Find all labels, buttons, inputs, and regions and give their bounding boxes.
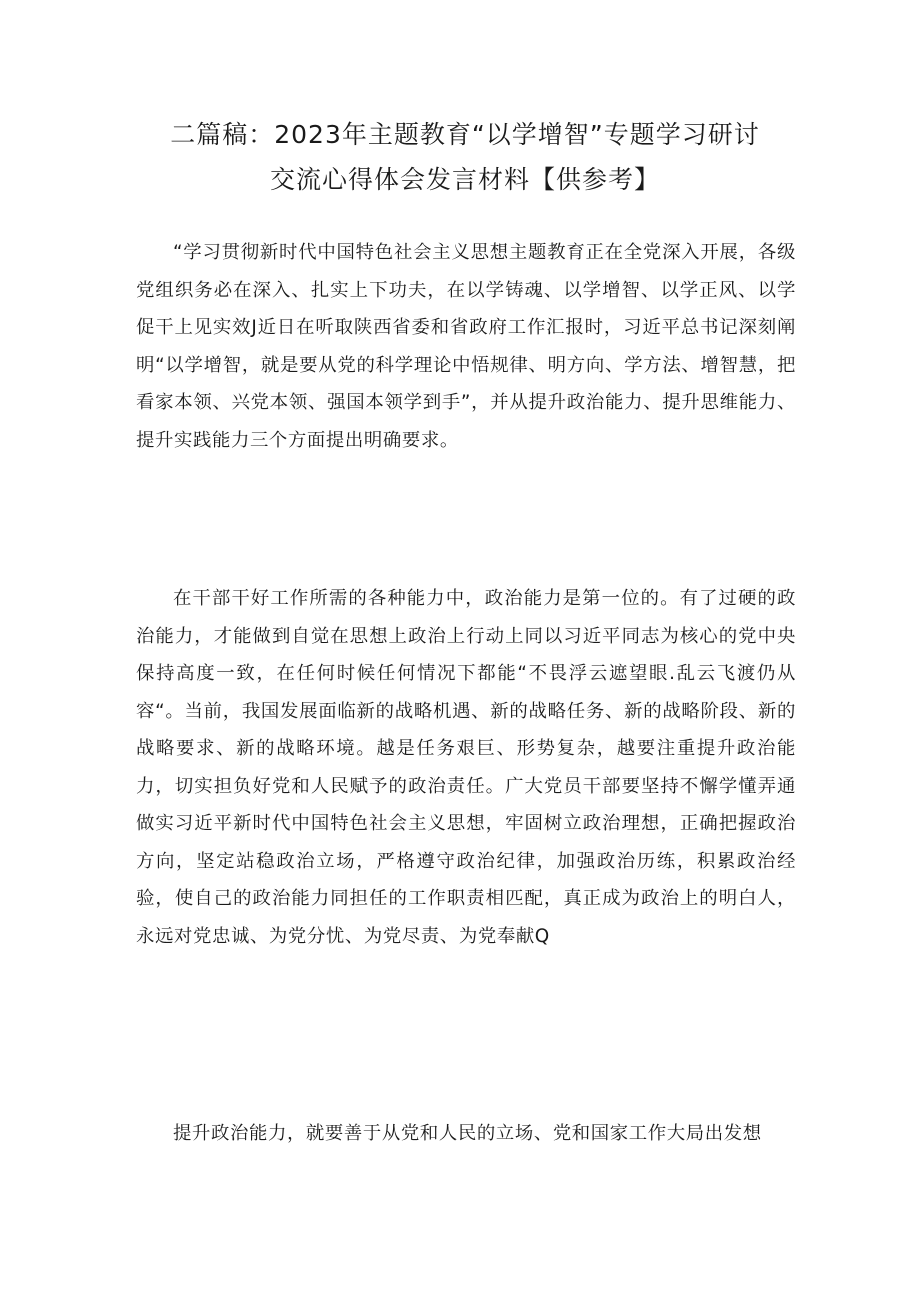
paragraph-2: 在干部干好工作所需的各种能力中，政治能力是第一位的。有了过硬的政治能力，才能做到自觉在思想上政治上行动上同以习近平同志为核心的党中央保持高度一致，在任何时候任何情况下都能“不畏浮云遮望眼.乱云飞渡仍从容“。当前，我国发展面临新的战略机遇、新的战略任务、新的战略阶段、新的战略要求、新的战略环境。越是任务艰巨、形势复杂，越要注重提升政治能力，切实担负好党和人民赋予的政治责任。广大党员干部要坚持不懈学懂弄通做实习近平新时代中国特色社会主义思想，牢固树立政治理想，正确把握政治方向，坚定站稳政治立场，严格遵守政治纪律，加强政治历练，积累政治经验，使自己的政治能力同担任的工作职责相匹配，真正成为政治上的明白人，永远对党忠诚、为党分忧、为党尽责、为党奉献Q xyxy=(136,588,796,947)
title-line-1: 二篇稿：2023年主题教育“以学增智”专题学习研讨 xyxy=(170,120,760,149)
title-line-2: 交流心得体会发言材料【供参考】 xyxy=(269,165,660,194)
document-title xyxy=(120,112,810,202)
paragraph-3: 提升政治能力，就要善于从党和人民的立场、党和国家工作大局出发想 xyxy=(173,1123,762,1144)
paragraph-1: “学习贯彻新时代中国特色社会主义思想主题教育正在全党深入开展，各级党组织务必在深入、扎实上下功夫，在以学铸魂、以学增智、以学正风、以学促干上见实效J近日在听取陕西省委和省政府工作汇报时，习近平总书记深刻阐明“以学增智，就是要从党的科学理论中悟规律、明方向、学方法、增智慧，把看家本领、兴党本领、强国本领学到手”，并从提升政治能力、提升思维能力、提升实践能力三个方面提出明确要求。 xyxy=(136,242,796,451)
